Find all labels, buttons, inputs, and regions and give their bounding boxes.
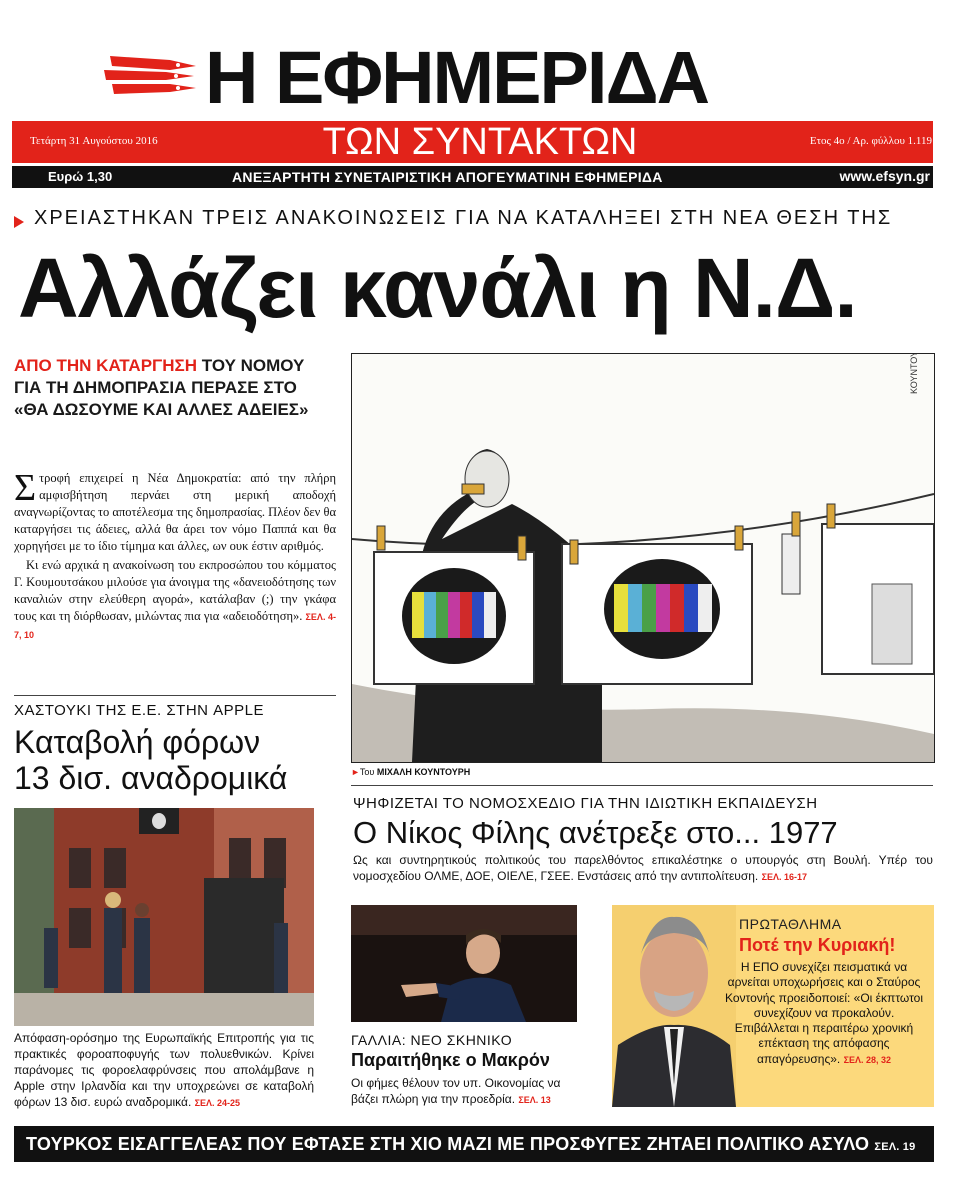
apple-kicker: ΧΑΣΤΟΥΚΙ ΤΗΣ Ε.Ε. ΣΤΗΝ APPLE — [14, 702, 265, 719]
macron-kicker: ΓΑΛΛΙΑ: ΝΕΟ ΣΚΗΝΙΚΟ — [351, 1032, 513, 1048]
lead-kicker-red: ΑΠΟ ΤΗΝ ΚΑΤΑΡΓΗΣΗ — [14, 356, 198, 375]
divider — [351, 785, 933, 786]
lead-text-1: τροφή επιχειρεί η Νέα Δημοκρατία: από την πλήρη αμφισβήτηση περνάει στη μερική αποδοχή αναγνωρίζοντας το αποτέλεσμα της δημοπρασίας. Πλέον δεν θα καταργήσει τις άδειες, αλλά θα άρει τον νόμο Παππά και θα χορηγήσει με το ίδιο τίμημα και άλλες, ων ουκ έστιν αριθμός. — [14, 471, 336, 553]
macron-headline: Παραιτήθηκε ο Μακρόν — [351, 1050, 550, 1070]
lead-kicker-rest: ΤΟΥ ΝΟΜΟΥ ΓΙΑ ΤΗ ΔΗΜΟΠΡΑΣΙΑ ΠΕΡΑΣΕ ΣΤΟ «ΘΑ ΔΩΣΟΥΜΕ ΚΑΙ ΑΛΛΕΣ ΑΔΕΙΕΣ» — [14, 356, 309, 419]
kontonis-body-text: Η ΕΠΟ συνεχίζει πεισματικά να αρνείται υποχωρήσεις και ο Σταύρος Κοντονής προειδοποιεί: «Οι έκπτωτοι συνεχίζουν να προκαλούν. Επιβάλλεται η περαιτέρω χρονική επέκταση της απόφασης απαγόρευσης». — [725, 960, 923, 1066]
credit-arrow-icon: ► — [351, 767, 360, 777]
kicker-arrow-icon — [14, 216, 24, 228]
bottom-headline — [26, 1134, 915, 1155]
kontonis-body — [720, 960, 928, 1068]
filis-page-ref[interactable]: ΣΕΛ. 16-17 — [761, 872, 808, 882]
macron-body-text: Οι φήμες θέλουν τον υπ. Οικονομίας να βάζει πλώρη για την προεδρία. — [351, 1076, 561, 1106]
issue-number: Ετος 4ο / Αρ. φύλλου 1.119 — [809, 135, 932, 147]
main-kicker: ΧΡΕΙΑΣΤΗΚΑΝ ΤΡΕΙΣ ΑΝΑΚΟΙΝΩΣΕΙΣ ΓΙΑ ΝΑ ΚΑΤΑΛΗΞΕΙ ΣΤΗ ΝΕΑ ΘΕΣΗ ΤΗΣ — [34, 207, 893, 229]
newspaper-logo-pens-icon — [100, 52, 200, 98]
masthead-subtitle: ΤΩΝ ΣΥΝΤΑΚΤΩΝ — [322, 121, 638, 163]
filis-kicker: ΨΗΦΙΖΕΤΑΙ ΤΟ ΝΟΜΟΣΧΕΔΙΟ ΓΙΑ ΤΗΝ ΙΔΙΩΤΙΚΗ ΕΚΠΑΙΔΕΥΣΗ — [353, 795, 818, 812]
kontonis-kicker: ΠΡΩΤΑΘΛΗΜΑ — [739, 916, 842, 932]
lead-page-ref[interactable]: ΣΕΛ. 4-7, 10 — [14, 612, 336, 640]
cartoon-signature: ΚΟΥΝΤΟΥΡΗΣ — [909, 354, 919, 394]
macron-body — [351, 1075, 579, 1108]
cartoon-credit — [351, 767, 470, 777]
kontonis-page-ref[interactable]: ΣΕΛ. 28, 32 — [843, 1054, 892, 1065]
lead-text-2: Κι ενώ αρχικά η ανακοίνωση του εκπροσώπου του κόμματος Γ. Κουμουτσάκου μιλούσε για άνοιγμα της «δανειοδότησης των καναλιών στην ελεύθερη αγορά», κατάλαβαν (;) την γκάφα τους και τη διόρθωσαν, μιλώντας πια για «αδειοδότηση». — [14, 558, 336, 623]
apple-headline-line1: Καταβολή φόρων — [14, 724, 261, 760]
macron-photo — [351, 905, 577, 1022]
main-headline: Αλλάζει κανάλι η Ν.Δ. — [18, 241, 857, 335]
apple-body — [14, 1030, 314, 1111]
filis-headline: Ο Νίκος Φίλης ανέτρεξε στο... 1977 — [353, 815, 838, 850]
kontonis-photo — [612, 905, 736, 1107]
credit-prefix: Του — [359, 767, 377, 777]
lead-paragraph-2 — [14, 557, 336, 644]
credit-name: ΜΙΧΑΛΗ ΚΟΥΝΤΟΥΡΗ — [376, 767, 471, 777]
apple-store-photo — [14, 808, 314, 1026]
apple-body-text: Απόφαση-ορόσημο της Ευρωπαϊκής Επιτροπής για τις πρακτικές φοροαποφυγής των πολυεθνικών. Κρίνει παράνομες τις φοροελαφρύνσεις που απολάμβανε η Apple στην Ιρλανδία και την υποχρεώνει σε καταβολή φόρων 13 δισ. ευρώ αναδρομικά. — [14, 1031, 314, 1109]
kontonis-headline: Ποτέ την Κυριακή! — [739, 935, 896, 955]
filis-body — [353, 852, 933, 885]
bottom-page-ref[interactable]: ΣΕΛ. 19 — [874, 1141, 916, 1153]
price: Ευρώ 1,30 — [48, 169, 113, 184]
lead-kicker — [14, 355, 334, 421]
tagline: ΑΝΕΞΑΡΤΗΤΗ ΣΥΝΕΤΑΙΡΙΣΤΙΚΗ ΑΠΟΓΕΥΜΑΤΙΝΗ ΕΦΗΜΕΡΙΔΑ — [232, 169, 663, 185]
filis-body-text: Ως και συντηρητικούς πολιτικούς του παρελθόντος επικαλέστηκε ο υπουργός στη Βουλή. Υπέρ του νομοσχεδίου ΟΛΜΕ, ΔΟΕ, ΟΙΕΛΕ, ΓΣΕΕ. Ενστάσεις από την αντιπολίτευση. — [353, 853, 933, 883]
masthead-title: Η ΕΦΗΜΕΡΙΔΑ — [205, 36, 709, 119]
macron-page-ref[interactable]: ΣΕΛ. 13 — [518, 1095, 551, 1105]
apple-headline-line2: 13 δισ. αναδρομικά — [14, 760, 288, 796]
apple-page-ref[interactable]: ΣΕΛ. 24-25 — [194, 1098, 241, 1108]
issue-date: Τετάρτη 31 Αυγούστου 2016 — [30, 135, 158, 147]
divider — [14, 695, 336, 696]
dropcap: Σ — [14, 467, 37, 509]
website-link[interactable]: www.efsyn.gr — [839, 168, 930, 184]
lead-paragraph-1 — [14, 467, 336, 555]
apple-headline — [14, 724, 334, 796]
lead-body — [14, 467, 336, 646]
bottom-headline-text: ΤΟΥΡΚΟΣ ΕΙΣΑΓΓΕΛΕΑΣ ΠΟΥ ΕΦΤΑΣΕ ΣΤΗ ΧΙΟ ΜΑΖΙ ΜΕ ΠΡΟΣΦΥΓΕΣ ΖΗΤΑΕΙ ΠΟΛΙΤΙΚΟ ΑΣΥΛΟ — [26, 1134, 870, 1154]
editorial-cartoon — [351, 353, 935, 763]
